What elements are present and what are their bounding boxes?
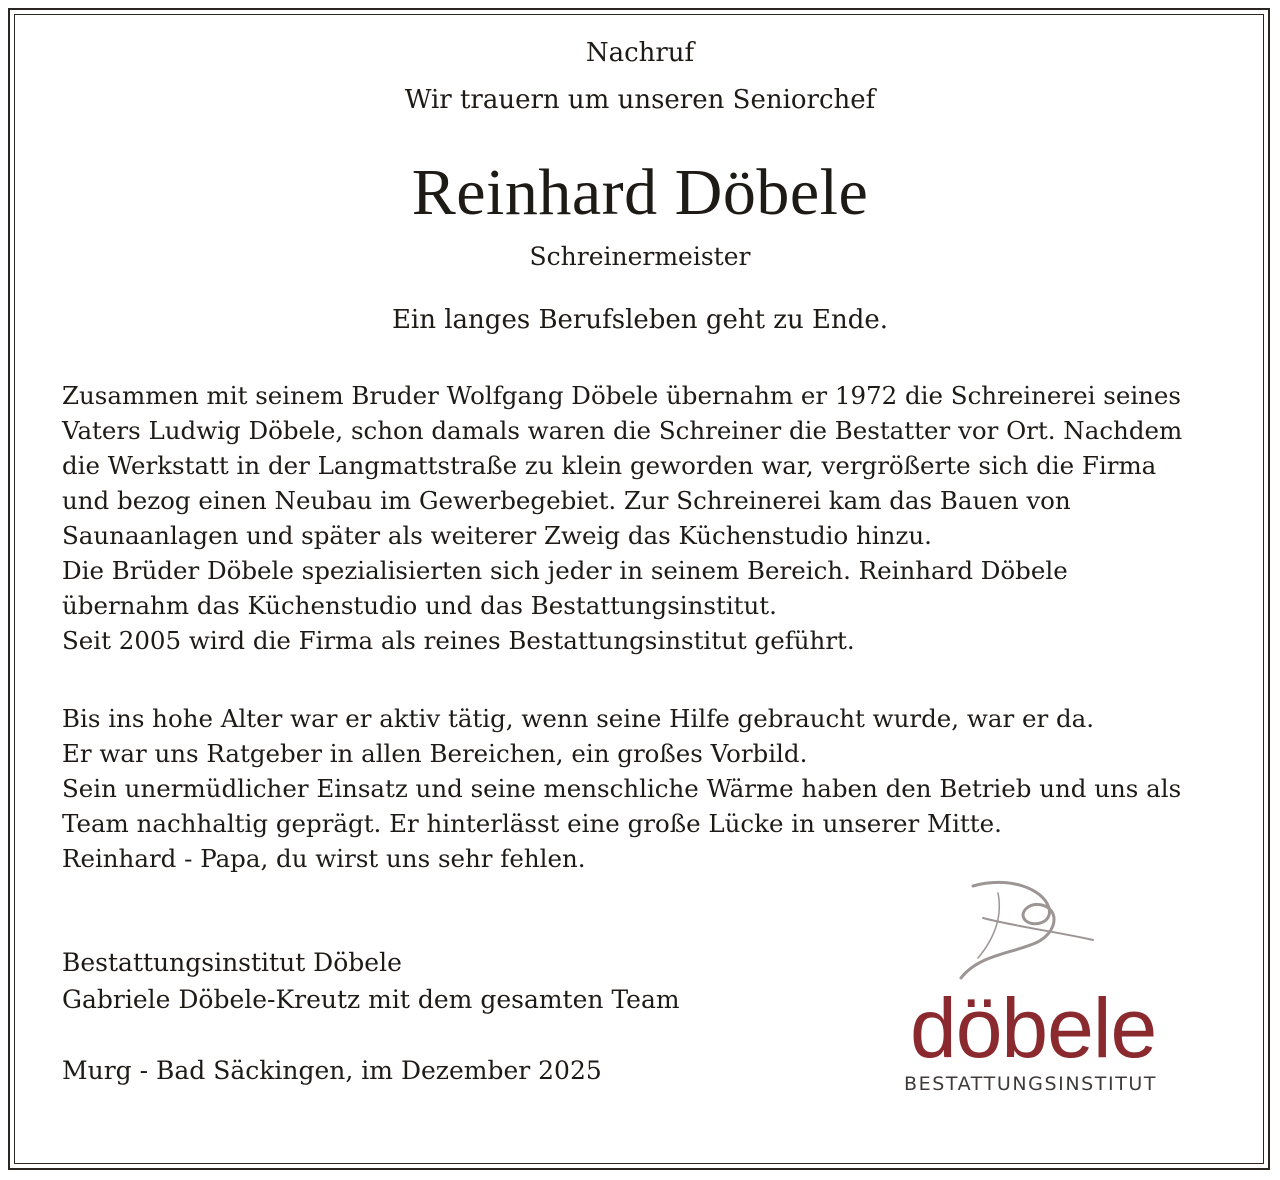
- deceased-name: Reinhard Döbele: [411, 156, 869, 229]
- text-line: Sein unermüdlicher Einsatz und seine menschliche Wärme haben den Betrieb und uns als: [62, 774, 1182, 803]
- text-line: Zusammen mit seinem Bruder Wolfgang Döbele übernahm er 1972 die Schreinerei seines: [62, 381, 1182, 410]
- text-line: Bis ins hohe Alter war er aktiv tätig, wenn seine Hilfe gebraucht wurde, war er da.: [62, 704, 1095, 733]
- biography-paragraph: [62, 378, 1242, 658]
- tribute-paragraph: [62, 701, 1242, 876]
- signature-team: Gabriele Döbele-Kreutz mit dem gesamten Team: [62, 985, 680, 1014]
- text-line: Die Brüder Döbele spezialisierten sich jeder in seinem Bereich. Reinhard Döbele: [62, 556, 1068, 585]
- text-line: Team nachhaltig geprägt. Er hinterlässt eine große Lücke in unserer Mitte.: [62, 809, 1002, 838]
- signature-company: Bestattungsinstitut Döbele: [62, 948, 402, 977]
- text-line: die Werkstatt in der Langmattstraße zu klein geworden war, vergrößerte sich die Firma: [62, 451, 1157, 480]
- place-date: Murg - Bad Säckingen, im Dezember 2025: [62, 1056, 602, 1085]
- text-line: Seit 2005 wird die Firma als reines Bestattungsinstitut geführt.: [62, 626, 855, 655]
- deceased-profession: Schreinermeister: [529, 242, 751, 271]
- text-line: Vaters Ludwig Döbele, schon damals waren die Schreiner die Bestatter vor Ort. Nachdem: [62, 416, 1183, 445]
- text-line: Er war uns Ratgeber in allen Bereichen, ein großes Vorbild.: [62, 739, 808, 768]
- text-line: Saunaanlagen und später als weiterer Zweig das Küchenstudio hinzu.: [62, 521, 932, 550]
- logo-wordmark: döbele: [910, 981, 1157, 1075]
- tagline: Ein langes Berufsleben geht zu Ende.: [391, 305, 889, 335]
- logo-subtitle: BESTATTUNGSINSTITUT: [904, 1073, 1158, 1095]
- notice-intro: Wir trauern um unseren Seniorchef: [404, 85, 876, 115]
- text-line: und bezog einen Neubau im Gewerbegebiet. Zur Schreinerei kam das Bauen von: [62, 486, 1071, 515]
- notice-kicker: Nachruf: [585, 38, 695, 68]
- text-line: Reinhard - Papa, du wirst uns sehr fehlen.: [62, 844, 586, 873]
- text-line: übernahm das Küchenstudio und das Bestattungsinstitut.: [62, 591, 777, 620]
- company-logo: [898, 878, 1158, 1098]
- swirl-icon: [953, 878, 1103, 983]
